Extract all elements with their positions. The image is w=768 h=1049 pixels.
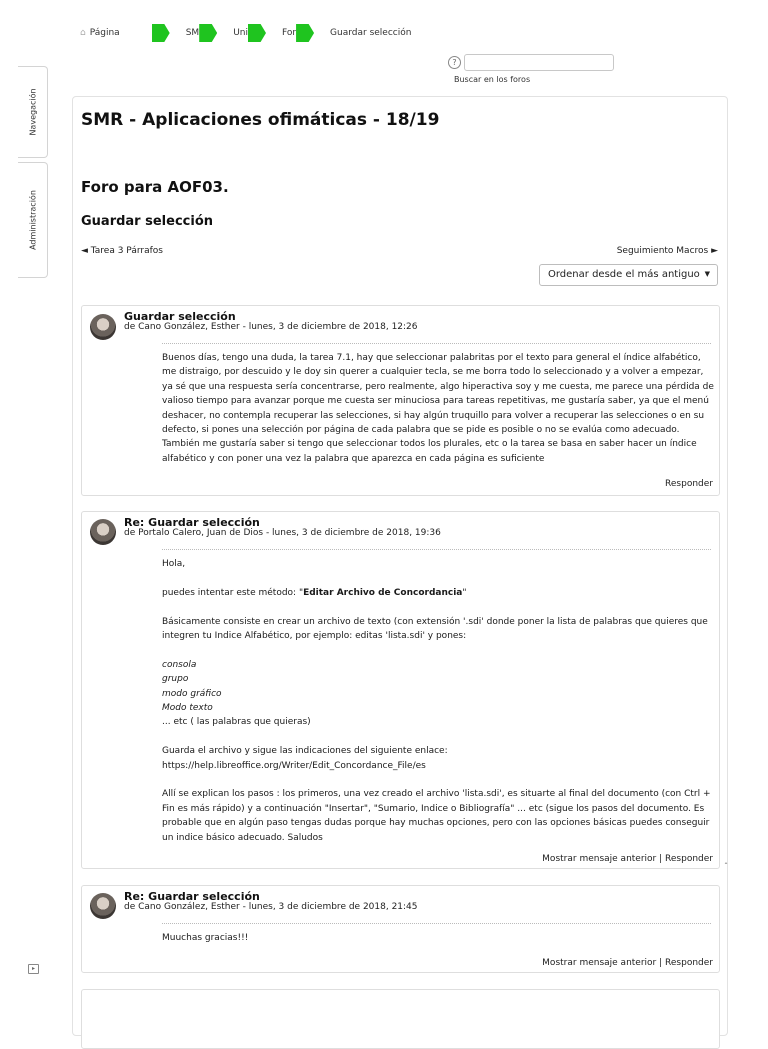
administration-tab-label: Administración: [28, 190, 37, 250]
word-item: consola: [162, 659, 197, 670]
post-paragraph: Básicamente consiste en crear un archivo de texto (con extensión '.sdi' donde poner la lista de palabras que quieres que integren tu Indice Alfabético, por ejemplo: editas 'lista.sdi' y pones:: [162, 616, 708, 641]
help-icon[interactable]: ?: [448, 56, 461, 69]
breadcrumb-course[interactable]: SM: [185, 28, 200, 38]
breadcrumb: [80, 26, 411, 40]
breadcrumb-current: Guardar selección: [330, 28, 412, 38]
divider: [162, 343, 711, 344]
method-name: Editar Archivo de Concordancia: [303, 587, 463, 598]
home-icon: ⌂: [80, 28, 86, 38]
sort-select[interactable]: [539, 264, 718, 286]
breadcrumb-arrow-icon: [296, 24, 314, 42]
avatar[interactable]: [90, 314, 116, 340]
breadcrumb-arrow-icon: [152, 24, 170, 42]
post-paragraph: ... etc ( las palabras que quieras): [162, 717, 311, 728]
forum-post: [81, 989, 720, 1049]
word-item: grupo: [162, 674, 189, 685]
course-title: SMR - Aplicaciones ofimáticas - 18/19: [81, 110, 440, 130]
administration-tab[interactable]: [18, 162, 48, 278]
help-link[interactable]: https://help.libreoffice.org/Writer/Edit_Concordance_File/es: [162, 760, 426, 771]
divider: [162, 923, 711, 924]
chevron-up-icon: ˆ: [724, 862, 728, 871]
navigation-tab-label: Navegación: [28, 88, 37, 136]
word-item: modo gráfico: [162, 688, 222, 699]
post-author: de Cano González, Esther - lunes, 3 de diciembre de 2018, 12:26: [124, 322, 418, 332]
avatar[interactable]: [90, 519, 116, 545]
post-actions: [542, 958, 713, 968]
sort-select-value: Ordenar desde el más antiguo: [548, 269, 700, 280]
dock-icon[interactable]: ▸: [28, 964, 39, 974]
reply-link[interactable]: Responder: [665, 854, 713, 864]
post-paragraph: puedes intentar este método: "Editar Archivo de Concordancia": [162, 587, 467, 598]
divider: [162, 549, 711, 550]
forum-post: [81, 305, 720, 496]
forum-search-input[interactable]: [464, 54, 614, 71]
post-title: Re: Guardar selección: [124, 516, 260, 529]
breadcrumb-unit[interactable]: Uni: [233, 28, 248, 38]
action-separator: |: [659, 854, 663, 864]
post-greeting: Hola,: [162, 559, 186, 569]
action-separator: |: [659, 958, 663, 968]
breadcrumb-arrow-icon: [199, 24, 217, 42]
prev-activity-link[interactable]: ◄ Tarea 3 Párrafos: [81, 246, 163, 256]
forum-title: Foro para AOF03.: [81, 178, 229, 196]
breadcrumb-home[interactable]: Página: [89, 28, 120, 38]
post-author: de Cano González, Esther - lunes, 3 de diciembre de 2018, 21:45: [124, 902, 418, 912]
discussion-title: Guardar selección: [81, 214, 214, 229]
post-title: Re: Guardar selección: [124, 890, 260, 903]
forum-post: [81, 511, 720, 869]
avatar[interactable]: [90, 893, 116, 919]
breadcrumb-forum[interactable]: For: [281, 28, 297, 38]
show-parent-link[interactable]: Mostrar mensaje anterior: [542, 958, 657, 968]
post-paragraph: Allí se explican los pasos : los primeros, una vez creado el archivo 'lista.sdi', es situarte al final del documento (con Ctrl + Fin es más rápido) y a continuación "Insertar", "Sumario, Indice o Bibliografía" ... etc (sigue los pasos del documento. Es probable que en algún paso tengas dudas porque hay muchas opciones, pero con las opciones básicas puedes conseguir un indice básico adecuado. Saludos: [162, 789, 711, 843]
post-body: Muuchas gracias!!!: [162, 933, 249, 943]
search-label: Buscar en los foros: [454, 75, 531, 84]
next-activity-link[interactable]: Seguimiento Macros ►: [616, 246, 718, 256]
post-actions: [542, 854, 713, 864]
show-parent-link[interactable]: Mostrar mensaje anterior: [542, 854, 657, 864]
chevron-down-icon: ▼: [704, 270, 710, 278]
post-author: de Portalo Calero, Juan de Dios - lunes, 3 de diciembre de 2018, 19:36: [124, 528, 441, 538]
navigation-tab[interactable]: [18, 66, 48, 158]
post-body: [162, 557, 715, 845]
reply-link[interactable]: Responder: [665, 479, 713, 489]
forum-post: [81, 885, 720, 973]
word-item: Modo texto: [162, 703, 213, 714]
post-title: Guardar selección: [124, 310, 236, 323]
reply-link[interactable]: Responder: [665, 958, 713, 968]
post-paragraph: Guarda el archivo y sigue las indicaciones del siguiente enlace:: [162, 746, 448, 757]
post-body: Buenos días, tengo una duda, la tarea 7.1, hay que seleccionar palabritas por el texto para general el índice alfabético, me distraigo, por descuido y le doy sin querer a cualquier tecla, se me borra todo lo seleccionado y a volver a empezar, ya sé que una respuesta sería concentrarse, pero realmente, algo hiperactiva soy y me cuesta, me parece una pérdida de valioso tiempo para avanzar porque me cuesta ser minuciosa para tareas repetitivas, me gustaría saber, ya que el menú deshacer, no contempla recuperar las selecciones, si hay algún truquillo para volver a recuperar las selecciones o en su defecto, si pones una selección por página de cada palabra que se pide es posible o no se evalúa como adecuado. También me gustaría saber si tengo que seleccionar todos los plurales, etc o la tarea se basa en saber hacer un índice alfabético y con poner una vez la palabra que aparezca en cada página es suficiente: [162, 353, 714, 464]
breadcrumb-arrow-icon: [248, 24, 266, 42]
